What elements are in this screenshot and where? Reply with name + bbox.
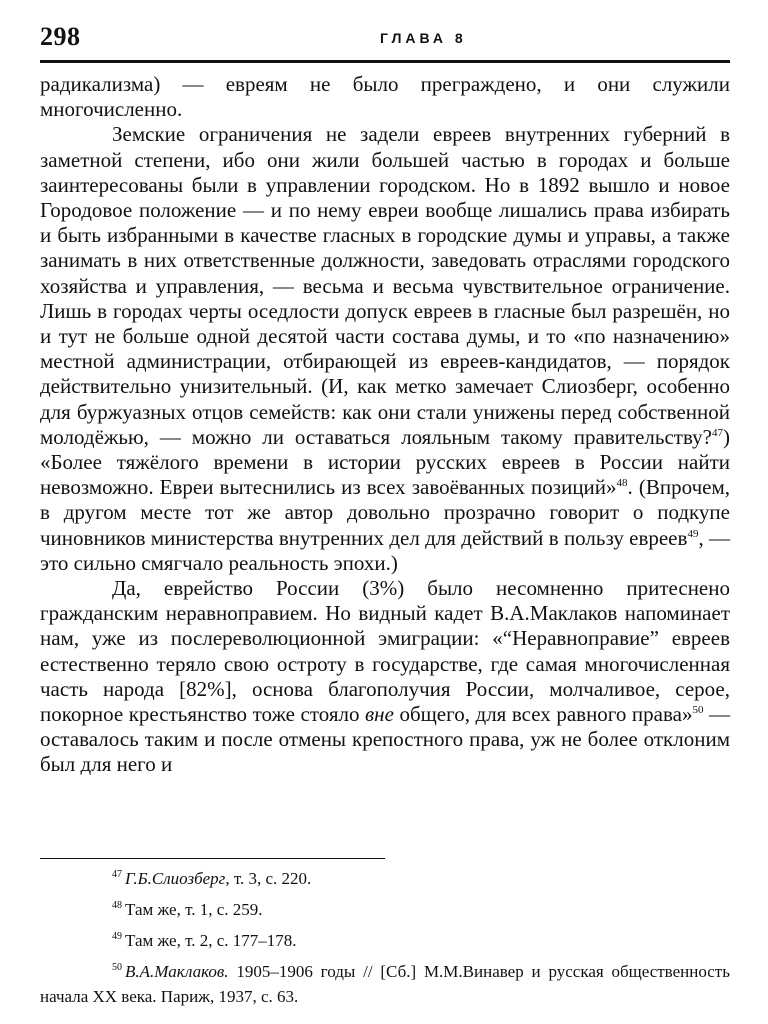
footnote-number: 49	[112, 931, 122, 943]
paragraph-zemstvo	[40, 122, 730, 576]
footnote-ref-50[interactable]: 50	[692, 704, 704, 717]
footnote-ref-47[interactable]: 47	[712, 426, 723, 439]
footnote-number: 50	[112, 962, 122, 974]
paragraph-text: , — это сильно смягчало реальность эпохи.)	[40, 525, 731, 575]
paragraph-text: Земские ограничения не задели евреев внутренних губерний в заметной степени, ибо они жили большей частью в городах и больше заинтересованы были в управлении городском. Но в 1892 вышло и новое Городовое положение — и по нему евреи вообще лишались права избирать и быть избранными в качестве гласных в городские думы и управы, а также занимать в них ответственные должности, заведовать отраслями городского хозяйства и управления, — весьма и весьма чувствительное ограничение. Лишь в городах черты оседлости допуск евреев в гласные был разрешён, но и тут не больше одной десятой части состава думы, и то «по назначению» местной администрации, отбирающей из евреев-кандидатов, — порядок действительно унизительный. (И, как метко замечает Слиозберг, особенно для буржуазных отцов семейств: как они стали унижены перед собственной молодёжью, — можно ли оставаться лояльным такому правительству?	[40, 122, 730, 449]
paragraph-maklakov	[40, 576, 730, 778]
footnote-50	[40, 959, 730, 1009]
footnote-author: Г.Б.Слиозберг	[125, 869, 226, 888]
paragraph-text: радикализма) — евреям не было преграждено, и они служили многочисленно.	[40, 72, 730, 122]
header-rule	[40, 60, 730, 63]
page-number: 298	[40, 22, 81, 51]
footnote-47	[40, 866, 730, 891]
footnote-ref-48[interactable]: 48	[616, 477, 628, 490]
footnote-48	[40, 897, 730, 922]
main-text	[40, 72, 730, 778]
footnote-number: 48	[112, 900, 122, 912]
paragraph-text: Да, еврейство России (3%) было несомненно притеснено гражданским неравноправием. Но видный кадет В.А.Маклаков напоминает нам, уже из послереволюционной эмиграции: «“Неравноправие” евреев естественно теряло свою остроту в государстве, где самая многочисленная часть народа [82%], основа благополучия России, молчаливое, серое, покорное крестьянство тоже стояло	[40, 576, 730, 727]
paragraph-text: общего, для всех равного права»	[393, 702, 693, 727]
paragraph-text: ) «Более тяжёлого времени в истории русских евреев в России найти невозможно. Евреи вытеснились из всех завоёванных позиций»	[40, 424, 730, 500]
footnote-number: 47	[112, 869, 122, 881]
paragraph-text: — оставалось таким и после отмены крепостного права, уж не более отклоним был для него и	[40, 702, 731, 777]
footnotes	[40, 866, 730, 1015]
paragraph-text: . (Впрочем, в другом месте тот же автор довольно прозрачно говорит о подкупе чиновников министерства внутренних дел для действий в пользу евреев	[40, 475, 730, 550]
footnote-text: Там же, т. 1, с. 259.	[125, 900, 263, 919]
emphasis-text: вне	[365, 702, 394, 727]
paragraph-continuation	[40, 72, 730, 122]
footnote-49	[40, 928, 730, 953]
footnote-text: , т. 3, с. 220.	[225, 869, 312, 888]
footnote-text: 1905–1906 годы // [Сб.] М.М.Винавер и русская общественность начала XX века. Париж, 1937, с. 63.	[40, 962, 730, 1006]
footnote-text: Там же, т. 2, с. 177–178.	[125, 931, 297, 950]
footnote-divider	[40, 858, 385, 859]
footnote-author: В.А.Маклаков.	[125, 962, 229, 981]
chapter-title: ГЛАВА 8	[380, 30, 467, 46]
running-header	[40, 22, 730, 62]
footnote-ref-49[interactable]: 49	[687, 527, 699, 540]
